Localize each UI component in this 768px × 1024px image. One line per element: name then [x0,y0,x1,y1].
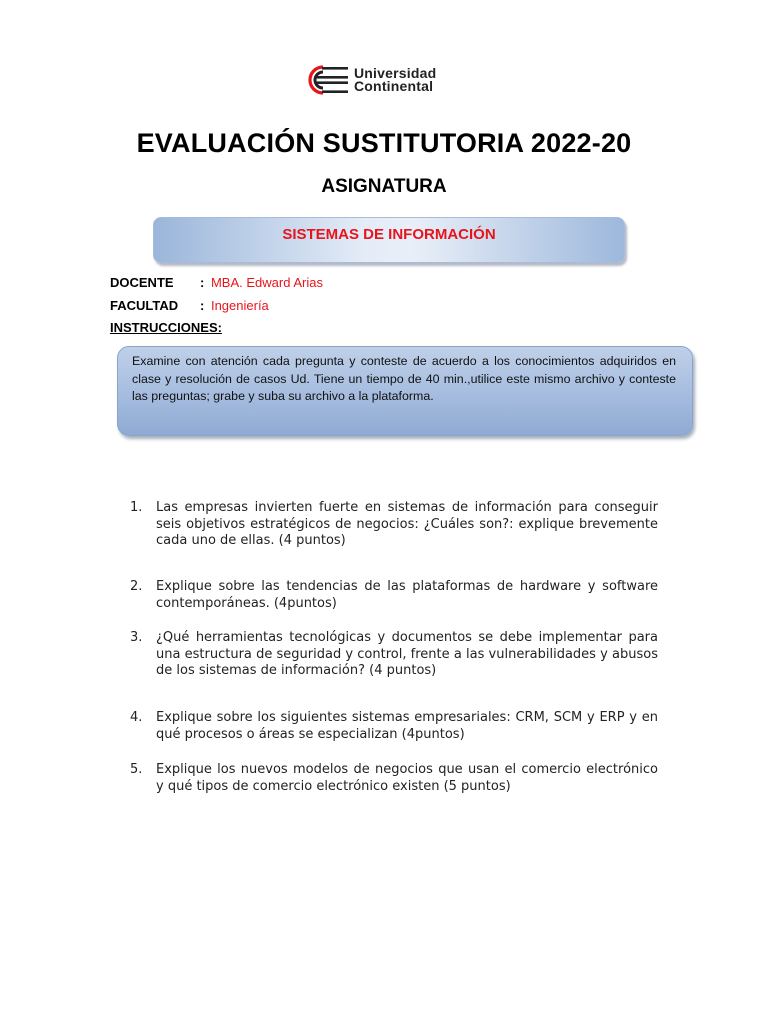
logo-wordmark [354,67,436,93]
question-number: 1. [130,500,143,515]
question-text: Las empresas invierten fuerte en sistemas de información para conseguir seis objetivos estratégicos de negocios: ¿Cuáles son?: explique brevemente cada uno de ellas. (4 puntos) [156,500,658,548]
subject-name: SISTEMAS DE INFORMACIÓN [282,226,496,243]
question-text: Explique los nuevos modelos de negocios que usan el comercio electrónico y qué tipos de comercio electrónico existen (5 puntos) [156,762,658,794]
facultad-label: FACULTAD [110,298,179,313]
question-text: Explique sobre los siguientes sistemas empresariales: CRM, SCM y ERP y en qué procesos o áreas se especializan (4puntos) [156,710,658,742]
logo-line-1: Universidad [354,65,437,81]
question-number: 5. [130,762,143,777]
logo-line-2: Continental [354,78,434,94]
subject-heading: ASIGNATURA [321,176,447,197]
docente-row [110,275,323,290]
question-number: 4. [130,710,143,725]
docente-value: MBA. Edward Arias [210,275,323,290]
question-text: Explique sobre las tendencias de las plataformas de hardware y software contemporáneas. (4puntos) [156,579,658,611]
instructions-text: Examine con atención cada pregunta y conteste de acuerdo a los conocimientos adquiridos en clase y resolución de casos Ud. Tiene un tiempo de 40 min.,utilice este mismo archivo y conteste las preguntas; grabe y suba su archivo a la plataforma. [132,354,676,403]
instructions-heading: INSTRUCCIONES: [110,320,222,335]
instructions-box [117,346,693,436]
facultad-colon: : [200,298,205,313]
facultad-value: Ingeniería [210,298,269,313]
question-number: 2. [130,579,143,594]
page-title: EVALUACIÓN SUSTITUTORIA 2022-20 [136,128,632,158]
continental-logo-icon [296,65,350,95]
question-number: 3. [130,630,143,645]
docente-colon: : [200,275,205,290]
docente-label: DOCENTE [110,275,174,290]
question-text: ¿Qué herramientas tecnológicas y documentos se debe implementar para una estructura de seguridad y control, frente a las vulnerabilidades y abusos de los sistemas de información? (4 puntos) [156,630,658,678]
subject-banner [153,217,625,263]
question-item [130,500,658,550]
question-item [130,630,658,680]
question-item [130,762,658,795]
university-logo [296,64,472,96]
facultad-row [110,298,269,313]
question-item [130,710,658,743]
question-item [130,579,658,612]
